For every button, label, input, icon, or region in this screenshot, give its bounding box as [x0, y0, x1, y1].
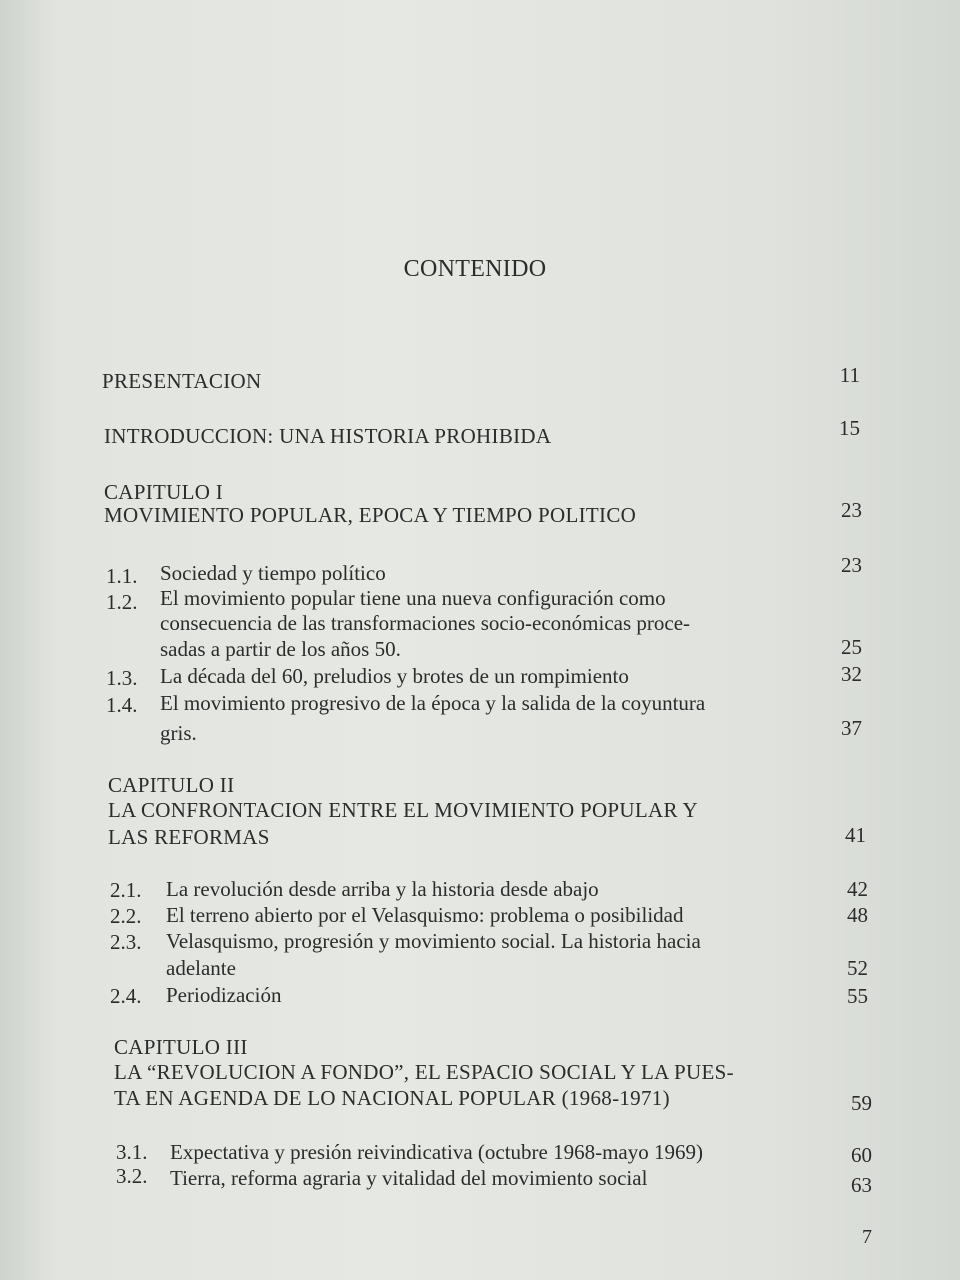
chapter-3-label: CAPITULO III	[114, 1035, 248, 1059]
section-page: 25	[841, 635, 862, 659]
section-title: La revolución desde arriba y la historia desde abajo	[166, 877, 599, 901]
section-title: El movimiento progresivo de la época y la salida de la coyuntura	[160, 691, 706, 715]
section-number: 3.2.	[116, 1164, 148, 1188]
toc-page-presentacion: 11	[839, 363, 860, 387]
section-number: 1.3.	[106, 666, 138, 690]
section-number: 2.4.	[110, 984, 142, 1008]
section-page: 32	[841, 662, 862, 686]
section-title: El terreno abierto por el Velasquismo: problema o posibilidad	[166, 903, 684, 927]
chapter-1-page: 23	[841, 498, 862, 522]
section-title: Tierra, reforma agraria y vitalidad del movimiento social	[170, 1166, 648, 1190]
section-title: Periodización	[166, 983, 282, 1007]
chapter-1-title: MOVIMIENTO POPULAR, EPOCA Y TIEMPO POLITICO	[104, 503, 637, 527]
chapter-2-label: CAPITULO II	[108, 773, 235, 797]
section-title: gris.	[160, 721, 197, 745]
section-page: 52	[847, 956, 868, 980]
section-title: La década del 60, preludios y brotes de un rompimiento	[160, 664, 629, 688]
section-title: adelante	[166, 956, 236, 980]
section-number: 2.2.	[110, 904, 142, 928]
chapter-3-title: LA “REVOLUCION A FONDO”, EL ESPACIO SOCIAL Y LA PUES-	[114, 1060, 734, 1084]
toc-entry-presentacion: PRESENTACION	[102, 369, 262, 393]
chapter-3-page: 59	[851, 1091, 872, 1115]
section-title: consecuencia de las transformaciones socio-económicas proce-	[160, 611, 691, 635]
section-page: 63	[851, 1173, 872, 1197]
section-title: El movimiento popular tiene una nueva configuración como	[160, 586, 666, 610]
section-number: 1.4.	[106, 693, 138, 717]
section-page: 23	[841, 553, 862, 577]
section-number: 1.2.	[106, 590, 138, 614]
page-number: 7	[862, 1226, 872, 1248]
toc-page-introduccion: 15	[839, 416, 860, 440]
section-title: Velasquismo, progresión y movimiento social. La historia hacia	[166, 929, 701, 953]
section-page: 37	[841, 716, 862, 740]
chapter-2-title: LAS REFORMAS	[108, 825, 270, 849]
toc-entry-introduccion: INTRODUCCION: UNA HISTORIA PROHIBIDA	[104, 424, 552, 448]
chapter-3-title: TA EN AGENDA DE LO NACIONAL POPULAR (1968-1971)	[114, 1086, 670, 1110]
chapter-1-label: CAPITULO I	[104, 480, 224, 504]
section-page: 48	[847, 903, 868, 927]
page-title: CONTENIDO	[403, 256, 547, 282]
section-number: 2.1.	[110, 878, 142, 902]
chapter-2-page: 41	[845, 823, 866, 847]
section-title: Expectativa y presión reivindicativa (octubre 1968-mayo 1969)	[170, 1140, 703, 1164]
section-number: 1.1.	[106, 564, 138, 588]
section-title: Sociedad y tiempo político	[160, 561, 386, 585]
section-number: 2.3.	[110, 930, 142, 954]
section-number: 3.1.	[116, 1140, 148, 1164]
section-page: 55	[847, 984, 868, 1008]
section-page: 60	[851, 1143, 872, 1167]
chapter-2-title: LA CONFRONTACION ENTRE EL MOVIMIENTO POPULAR Y	[108, 798, 699, 822]
section-page: 42	[847, 877, 868, 901]
section-title: sadas a partir de los años 50.	[160, 637, 401, 661]
